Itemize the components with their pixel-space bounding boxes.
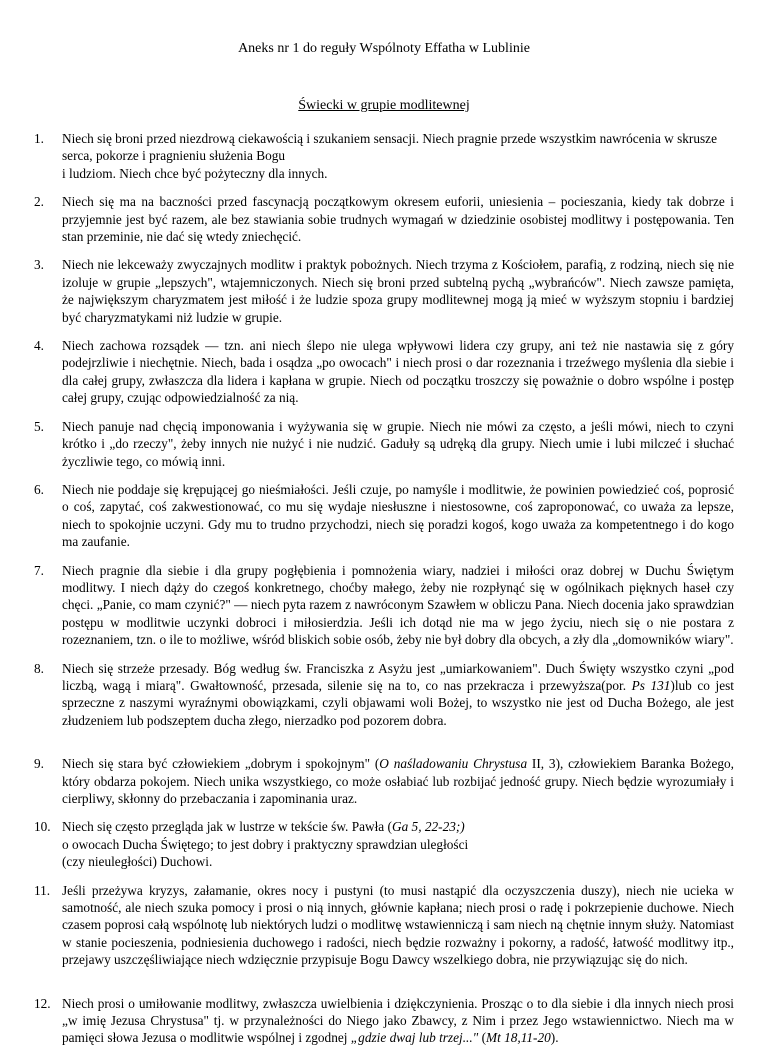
document-subtitle: Świecki w grupie modlitewnej xyxy=(298,98,470,113)
list-item xyxy=(34,562,734,649)
item-text: Niech pragnie dla siebie i dla grupy pogłębienia i pomnożenia wiary, nadziei i miłości oraz dobrej w Duchu Świętym modlitwy. I niech dąży do czegoś konkretnego, choćby małego, żeby nie rozpłynąć się w ogólnikach pięknych haseł czy chęci. „Panie, co mam czynić?" — niech pyta razem z nawróconym Szawłem w obliczu Pana. Niech docenia jako sprawdzian postępu w modlitwie uczynki dobroci i miłosierdzia. Jeśli ich dotąd nie ma w jego życiu, niech się o nie postara z rozeznaniem, tzn. o ile to możliwe, wśród bliskich sobie osób, żeby nie był dobry dla obcych, a zły dla „domowników wiary". xyxy=(62,562,734,648)
item-number: 8. xyxy=(34,660,44,676)
scripture-reference: Ga 5, 22-23;) xyxy=(391,819,465,835)
item-text: Niech zachowa rozsądek — tzn. ani niech ślepo nie ulega wpływowi lidera czy grupy, ani też nie nastawia się z góry podejrzliwie i niechętnie. Niech, bada i osądza „po owocach" i niech prosi o dar rozeznania i trzeźwego myślenia dla siebie i dla całej grupy, zwłaszcza dla lidera i kapłana w grupie. Niech od początku troszczy się poważnie o dobro wspólne i postęp całej grupy, czując odpowiedzialność za nią. xyxy=(62,338,734,406)
rule-list xyxy=(34,130,734,1047)
scripture-reference: Mt 18,11-20 xyxy=(486,1030,551,1046)
scripture-reference: Ps 131 xyxy=(631,677,671,693)
list-item xyxy=(34,755,734,807)
item-text: i ludziom. Niech chce być pożyteczny dla innych. xyxy=(62,165,328,181)
item-number: 3. xyxy=(34,257,44,273)
item-number: 4. xyxy=(34,338,44,354)
item-number: 6. xyxy=(34,481,44,497)
item-number: 2. xyxy=(34,194,44,210)
item-text-part: Niech się stara być człowiekiem „dobrym i spokojnym" ( xyxy=(62,756,380,772)
item-text xyxy=(62,755,734,807)
item-text: Niech nie poddaje się krępującej go nieśmiałości. Jeśli czuje, po namyśle i modlitwie, że powinien powiedzieć coś, poprosić o coś, zapytać, coś zakwestionować, co mu się wydaje niesłuszne i niestosowne, coś zaproponować, co uważa za lepsze, niech to spokojnie uczyni. Gdy mu to trudno przychodzi, niech się poradzi kogoś, kogo uważa za kompetentnego i do kogo ma zaufanie. xyxy=(62,481,734,550)
item-text-part: )lub co jest sprzeczne z naszymi wyraźnymi obowiązkami, czyli objawami woli Bożej, to wszystko nie jest od Ducha Bożego, ale jest złudzeniem lub podszeptem ducha złego, nierzadko pod pozorem dobra. xyxy=(62,677,734,728)
item-text: o owocach Ducha Świętego; to jest dobry i praktyczny sprawdzian uległości xyxy=(62,836,469,852)
item-text xyxy=(62,660,734,730)
item-number: 1. xyxy=(34,131,44,146)
item-number: 7. xyxy=(34,562,44,578)
list-item xyxy=(34,130,734,182)
list-item xyxy=(34,256,734,326)
quote-text: „gdzie dwaj lub trzej..." xyxy=(350,1030,479,1046)
item-text-part: ( xyxy=(478,1030,487,1046)
item-text: Niech się broni przed niezdrową ciekawością i szukaniem sensacji. Niech pragnie przede wszystkim nawrócenia w skrusze serca, pokorze i pragnieniu służenia Bogu xyxy=(62,131,717,164)
item-number: 5. xyxy=(34,418,44,434)
item-number: 12. xyxy=(34,995,51,1011)
book-reference: O naśladowaniu Chrystusa xyxy=(379,756,528,772)
item-text: Niech nie lekceważy zwyczajnych modlitw i praktyk pobożnych. Niech trzyma z Kościołem, parafią, z rodziną, niech się nie izoluje w grupie „lepszych", wtajemniczonych. Niech się broni przed subtelną pychą „wybrańców". Niech zawsze pamięta, że największym charyzmatem jest miłość i że ludzie spoza grupy modlitewnej mogą ją mieć w wyższym stopniu i bardziej być charyzmatykami niż ludzie w grupie. xyxy=(62,257,734,325)
list-item xyxy=(34,193,734,245)
list-item xyxy=(34,995,734,1047)
list-item xyxy=(34,481,734,551)
list-item xyxy=(34,818,734,870)
item-text: Jeśli przeżywa kryzys, załamanie, okres nocy i pustyni (to musi nastąpić dla oczyszczenia duszy), niech nie ucieka w samotność, ale niech szuka pomocy i prosi o nią innych, głównie kapłana; niech prosi o radę i pokrzepienie duchowe. Niech czasem poprosi całą wspólnotę lub niektórych ludzi o modlitwę wstawienniczą i sam niech ną chętnie innym służy. Natomiast w stanie pocieszenia, podniesienia duchowego i radości, niech będzie rozważny i pokorny, a radość, łatwość modlitwy itp., przejawy uszczęśliwiające niech wdzięcznie przypisuje Bogu Dawcy wszelkiego dobra, nie przywiązując się do nich. xyxy=(62,882,734,968)
list-item xyxy=(34,418,734,470)
item-text xyxy=(62,995,734,1047)
item-text-part: II, 3), człowiekiem Baranka Bożego, który obdarza pokojem. Niech unika wszystkiego, co może osłabiać lub rozbijać jedność grupy. Niech będzie wyrozumiały i cierpliwy, skłonny do przebaczania i zapominania uraz. xyxy=(62,756,734,806)
item-text-part: Niech prosi o umiłowanie modlitwy, zwłaszcza uwielbienia i dziękczynienia. Prosząc o to dla siebie i dla innych niech prosi „w imię Jezusa Chrystusa" tj. w przynależności do Niego jako Zbawcy, z Nim i przez Jego wstawiennictwo. Niech ma w pamięci słowa Jezusa o modlitwie wspólnej i zgodnej xyxy=(62,995,734,1046)
item-number: 11. xyxy=(34,882,51,898)
item-number: 9. xyxy=(34,756,44,772)
item-text-part: Niech się często przegląda jak w lustrze w tekście św. Pawła ( xyxy=(62,819,392,835)
list-item xyxy=(34,660,734,730)
item-text xyxy=(62,818,734,835)
item-text: Niech się ma na baczności przed fascynacją początkowym okresem euforii, uniesienia – pocieszania, kiedy tak dobrze i przyjemnie jest być razem, ale bez stawiania sobie trudnych wymagań w dziedzinie osobistej modlitwy i postępowania. Ten stan przeminie, nie dać się wtedy zniechęcić. xyxy=(62,194,734,245)
list-item xyxy=(34,337,734,407)
item-text-part: Niech się strzeże przesady. Bóg według św. Franciszka z Asyżu jest „umiarkowaniem". Duch Święty wszystko czyni „pod liczbą, wagą i miarą". Gwałtowność, przesada, silenie się na to, co nas przekracza i przewyższa(por. xyxy=(62,660,734,693)
item-text: (czy nieuległości) Duchowi. xyxy=(62,854,213,870)
item-text: Niech panuje nad chęcią imponowania i wyżywania się w grupie. Niech nie mówi za często, a jeśli mówi, niech to czyni krótko i „do rzeczy", żeby innych nie nużyć i nie nudzić. Gaduły są udręką dla grupy. Niech umie i lubi milczeć i słuchać życzliwie tego, co mówią inni. xyxy=(62,418,734,469)
item-number: 10. xyxy=(34,819,51,835)
list-item xyxy=(34,882,734,969)
item-text-part: ). xyxy=(550,1030,559,1046)
document-title: Aneks nr 1 do reguły Wspólnoty Effatha w Lublinie xyxy=(238,41,530,56)
